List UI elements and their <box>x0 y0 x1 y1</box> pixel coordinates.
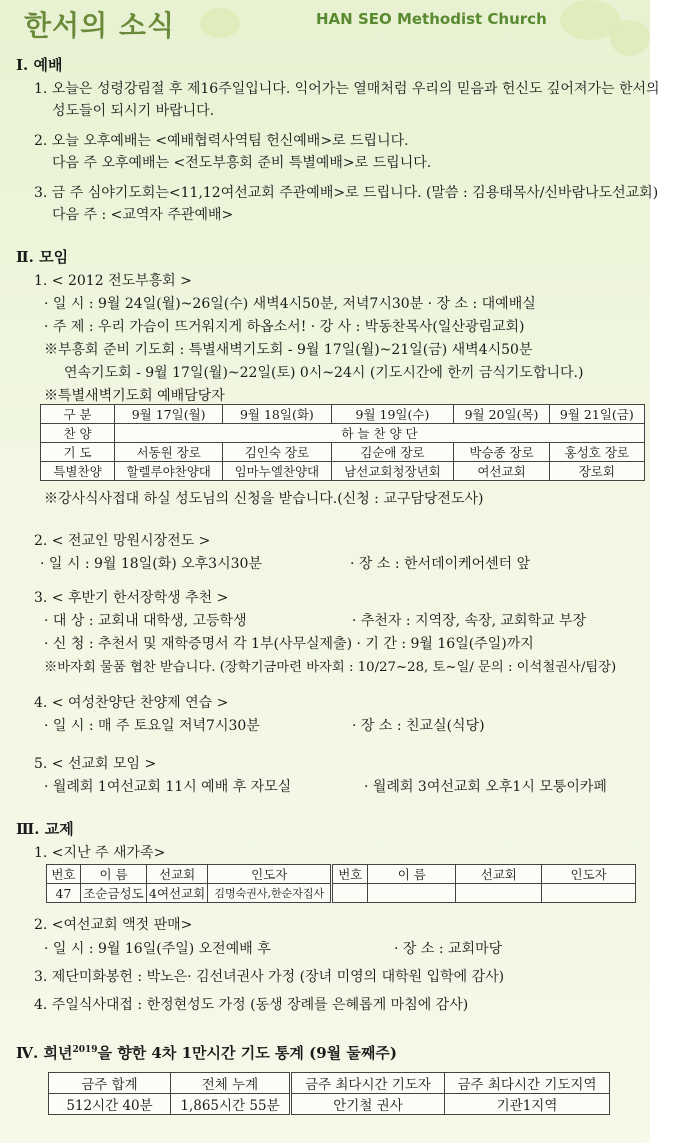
flower-decoration <box>200 8 240 38</box>
table-cell: 김순애 장로 <box>331 443 454 462</box>
worship-item-2: 2. 오늘 오후예배는 <예배협력사역팀 헌신예배>로 드립니다. <box>34 133 409 149</box>
flower-decoration <box>610 20 650 56</box>
table-header: 전체 누계 <box>171 1073 291 1094</box>
section-title-fellowship: Ⅲ. 교제 <box>16 820 74 838</box>
table-cell: 여선교회 <box>454 462 549 481</box>
table-row <box>41 462 645 481</box>
meeting-4-date: · 일 시 : 매 주 토요일 저녁7시30분 <box>44 718 260 734</box>
worship-item-1-cont: 성도들이 되시기 바랍니다. <box>52 103 215 119</box>
table-header: 9월 18일(화) <box>223 405 331 424</box>
table-header: 번호 <box>47 865 81 884</box>
header-title: 한서의 소식 <box>24 9 175 42</box>
prayer-title-pre: Ⅳ. 희년 <box>16 1044 73 1062</box>
meeting-1-theme: · 주 제 : 우리 가슴이 뜨거워지게 하옵소서! · 강 사 : 박동찬목사(일산광림교회) <box>44 319 525 335</box>
table-row <box>41 424 645 443</box>
fellowship-1-title: 1. <지난 주 새가족> <box>34 845 166 861</box>
meeting-2-title: 2. < 전교인 망원시장전도 > <box>34 533 211 549</box>
table-cell: 찬 양 <box>41 424 115 443</box>
table-cell: 하 늘 찬 양 단 <box>115 424 645 443</box>
fellowship-3: 3. 제단미화봉헌 : 박노은· 김선녀권사 가정 (장녀 미영의 대학원 입학에 감사) <box>34 969 505 985</box>
meeting-3-recommender: · 추천자 : 지역장, 속장, 교회학교 부장 <box>352 613 587 629</box>
fellowship-2-place: · 장 소 : 교회마당 <box>394 941 503 957</box>
table-cell: 김인숙 장로 <box>223 443 331 462</box>
section-title-meetings: Ⅱ. 모임 <box>16 248 69 266</box>
fellowship-2-date: · 일 시 : 9월 16일(주일) 오전예배 후 <box>44 941 271 957</box>
table-cell: 할렐루야찬양대 <box>115 462 223 481</box>
prayer-stats-table <box>48 1072 610 1115</box>
table-cell: 박승종 장로 <box>454 443 549 462</box>
table-row <box>49 1094 610 1115</box>
worship-item-1: 1. 오늘은 성령강림절 후 제16주일입니다. 익어가는 열매처럼 우리의 믿음과 헌신도 깊어져가는 한서의 <box>34 81 660 97</box>
table-row <box>47 884 636 903</box>
table-cell <box>332 884 368 903</box>
meeting-5-title: 5. < 선교회 모임 > <box>34 756 157 772</box>
meeting-2-date: · 일 시 : 9월 18일(화) 오후3시30분 <box>40 556 262 572</box>
meeting-1-date: · 일 시 : 9월 24일(월)~26일(수) 새벽4시50분, 저녁7시30분 · 장 소 : 대예배실 <box>44 296 536 312</box>
table-header: 9월 17일(월) <box>115 405 223 424</box>
table-row <box>41 405 645 424</box>
prayer-title-post: 을 향한 4차 1만시간 기도 통계 (9월 둘째주) <box>97 1044 397 1062</box>
table-cell: 기관1지역 <box>445 1094 610 1115</box>
table-cell: 남선교회청장년회 <box>331 462 454 481</box>
worship-item-3: 3. 금 주 심야기도회는<11,12여선교회 주관예배>로 드립니다. (말씀 : 김용태목사/신바람나도선교회) <box>34 185 659 201</box>
table-cell <box>456 884 542 903</box>
table-header: 9월 20일(목) <box>454 405 549 424</box>
table-cell: 임마누엘찬양대 <box>223 462 331 481</box>
table-header: 인도자 <box>542 865 636 884</box>
table-header: 금주 최다시간 기도지역 <box>445 1073 610 1094</box>
section-title-prayer-stats <box>16 1042 397 1063</box>
meeting-4-place: · 장 소 : 친교실(식당) <box>352 718 485 734</box>
meeting-3-title: 3. < 후반기 한서장학생 추천 > <box>34 590 229 606</box>
table-cell: 김명숙권사,한순자집사 <box>208 884 332 903</box>
meeting-1-prep: ※부흥회 준비 기도회 : 특별새벽기도회 - 9월 17일(월)~21일(금) 새벽4시50분 <box>44 342 533 358</box>
table-cell: 1,865시간 55분 <box>171 1094 291 1115</box>
right-margin <box>650 0 690 1143</box>
meeting-1-note: ※강사식사접대 하실 성도님의 신청을 받습니다.(신청 : 교구담당전도사) <box>44 491 484 507</box>
meeting-1-title: 1. < 2012 전도부흥회 > <box>34 273 192 289</box>
table-header: 번호 <box>332 865 368 884</box>
table-header: 선교회 <box>456 865 542 884</box>
fellowship-2-title: 2. <여선교회 액젓 판매> <box>34 917 193 933</box>
table-header: 9월 19일(수) <box>331 405 454 424</box>
table-row <box>49 1073 610 1094</box>
table-cell: 4여선교회 <box>147 884 208 903</box>
table-header: 9월 21일(금) <box>549 405 644 424</box>
table-header: 금주 합계 <box>49 1073 171 1094</box>
table-cell: 47 <box>47 884 81 903</box>
new-family-table <box>46 864 636 903</box>
worship-item-2-cont: 다음 주 오후예배는 <전도부흥회 준비 특별예배>로 드립니다. <box>52 155 432 171</box>
table-row <box>41 443 645 462</box>
meeting-3-target: · 대 상 : 교회내 대학생, 고등학생 <box>44 613 247 629</box>
header <box>0 0 690 46</box>
table-cell: 기 도 <box>41 443 115 462</box>
meeting-5-item-2: · 월례회 3여선교회 오후1시 모퉁이카페 <box>364 779 607 795</box>
table-row <box>47 865 636 884</box>
table-header: 인도자 <box>208 865 332 884</box>
prayer-title-year: 2019 <box>72 1045 98 1055</box>
table-header: 금주 최다시간 기도자 <box>291 1073 445 1094</box>
table-header: 이 름 <box>368 865 456 884</box>
table-cell <box>542 884 636 903</box>
table-header: 선교회 <box>147 865 208 884</box>
table-cell <box>368 884 456 903</box>
section-title-worship: Ⅰ. 예배 <box>16 56 63 74</box>
table-cell: 조순금성도 <box>81 884 147 903</box>
table-cell: 특별찬양 <box>41 462 115 481</box>
table-header: 이 름 <box>81 865 147 884</box>
table-cell: 안기철 권사 <box>291 1094 445 1115</box>
table-cell: 홍성호 장로 <box>549 443 644 462</box>
meeting-3-apply: · 신 청 : 추천서 및 재학증명서 각 1부(사무실제출) · 기 간 : 9월 16일(주일)까지 <box>44 636 534 652</box>
meeting-5-item-1: · 월례회 1여선교회 11시 예배 후 자모실 <box>44 779 292 795</box>
worship-item-3-cont: 다음 주 : <교역자 주관예배> <box>52 207 234 223</box>
dawn-prayer-table <box>40 404 645 481</box>
church-name: HAN SEO Methodist Church <box>316 10 547 28</box>
table-cell: 512시간 40분 <box>49 1094 171 1115</box>
meeting-2-place: · 장 소 : 한서데이케어센터 앞 <box>350 556 531 572</box>
meeting-1-continuous: 연속기도회 - 9월 17일(월)~22일(토) 0시~24시 (기도시간에 한끼 금식기도합니다.) <box>64 365 584 381</box>
table-cell: 장로회 <box>549 462 644 481</box>
fellowship-4: 4. 주일식사대접 : 한정현성도 가정 (동생 장례를 은혜롭게 마침에 감사) <box>34 997 469 1013</box>
table-header: 구 분 <box>41 405 115 424</box>
meeting-3-bazaar: ※바자회 물품 협찬 받습니다. (장학기금마련 바자회 : 10/27~28, 토~일/ 문의 : 이석철권사/팀장) <box>44 660 617 675</box>
meeting-4-title: 4. < 여성찬양단 찬양제 연습 > <box>34 695 229 711</box>
table-cell: 서동원 장로 <box>115 443 223 462</box>
meeting-1-table-caption: ※특별새벽기도회 예배담당자 <box>44 388 225 404</box>
